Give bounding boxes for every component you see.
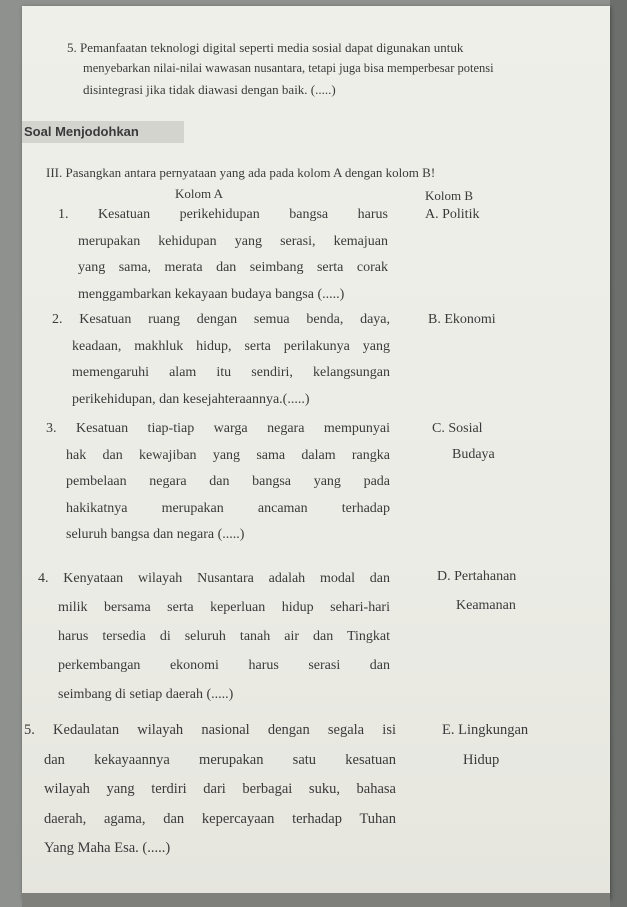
answer-c (432, 416, 495, 468)
q5-line: dan kekayaannya merupakan satu kesatuan (44, 751, 396, 768)
column-a-header: Kolom A (175, 186, 224, 201)
q3-line: hak dan kewajiban yang sama dalam rangka (66, 447, 390, 463)
q2-line: perikehidupan, dan kesejahteraannya.(.....) (72, 391, 310, 407)
q4-line: seimbang di setiap daerah (.....) (58, 687, 234, 702)
question-3 (46, 416, 390, 549)
answer-c-label-cont: Budaya (452, 447, 495, 462)
section-title: Soal Menjodohkan (22, 121, 184, 143)
answer-d-label: D. Pertahanan (437, 569, 517, 584)
prev-question-5 (67, 37, 567, 100)
q2-line: 2. Kesatuan ruang dengan semua benda, daya, (52, 312, 390, 327)
answer-d (437, 562, 516, 620)
prev-q-line: 5. Pemanfaatan teknologi digital seperti media sosial dapat digunakan untuk (67, 40, 464, 55)
prev-q-line: menyebarkan nilai-nilai wawasan nusantara, tetapi juga bisa memperbesar potensi (83, 61, 494, 75)
q3-line: hakikatnya merupakan ancaman terhadap (66, 500, 390, 516)
q5-line: Yang Maha Esa. (.....) (44, 840, 171, 856)
answer-a (425, 202, 479, 228)
column-b-header: Kolom B (425, 188, 474, 203)
q4-line: harus tersedia di seluruh tanah air dan Tingkat (58, 629, 390, 644)
answer-d-label-cont: Keamanan (456, 598, 516, 613)
q1-line: menggambarkan kekayaan budaya bangsa (.....) (78, 286, 345, 302)
answer-a-label: A. Politik (425, 207, 480, 222)
q3-line: seluruh bangsa dan negara (.....) (66, 527, 245, 542)
q5-line: daerah, agama, dan kepercayaan terhadap Tuhan (44, 810, 396, 827)
answer-c-label: C. Sosial (432, 421, 483, 436)
bottom-strip (22, 893, 610, 907)
answer-e-label: E. Lingkungan (442, 722, 529, 738)
answer-e (442, 715, 528, 775)
question-4 (38, 564, 390, 709)
question-1 (58, 202, 388, 308)
answer-b (428, 307, 496, 333)
page-edge-shadow (610, 0, 627, 907)
instruction: III. Pasangkan antara pernyataan yang ada pada kolom A dengan kolom B! (46, 165, 436, 180)
question-5 (24, 716, 396, 864)
q1-line: merupakan kehidupan yang serasi, kemajuan (78, 233, 388, 249)
q4-line: perkembangan ekonomi harus serasi dan (58, 658, 390, 673)
q4-line: milik bersama serta keperluan hidup sehari-hari (58, 600, 390, 615)
question-2 (52, 307, 390, 413)
q3-line: 3. Kesatuan tiap-tiap warga negara mempunyai (46, 421, 390, 436)
q1-line: yang sama, merata dan seimbang serta corak (78, 260, 388, 275)
q2-line: memengaruhi alam itu sendiri, kelangsungan (72, 365, 390, 380)
q5-line: wilayah yang terdiri dari berbagai suku, bahasa (44, 781, 396, 797)
q5-line: 5. Kedaulatan wilayah nasional dengan segala isi (24, 722, 396, 738)
prev-q-line: disintegrasi jika tidak diawasi dengan baik. (.....) (83, 82, 336, 97)
q3-line: pembelaan negara dan bangsa yang pada (66, 474, 390, 489)
q2-line: keadaan, makhluk hidup, serta perilakunya yang (72, 338, 390, 354)
q4-line: 4. Kenyataan wilayah Nusantara adalah modal dan (38, 571, 390, 586)
answer-b-label: B. Ekonomi (428, 312, 496, 327)
answer-e-label-cont: Hidup (463, 752, 500, 768)
q1-line: 1. Kesatuan perikehidupan bangsa harus (58, 207, 388, 222)
